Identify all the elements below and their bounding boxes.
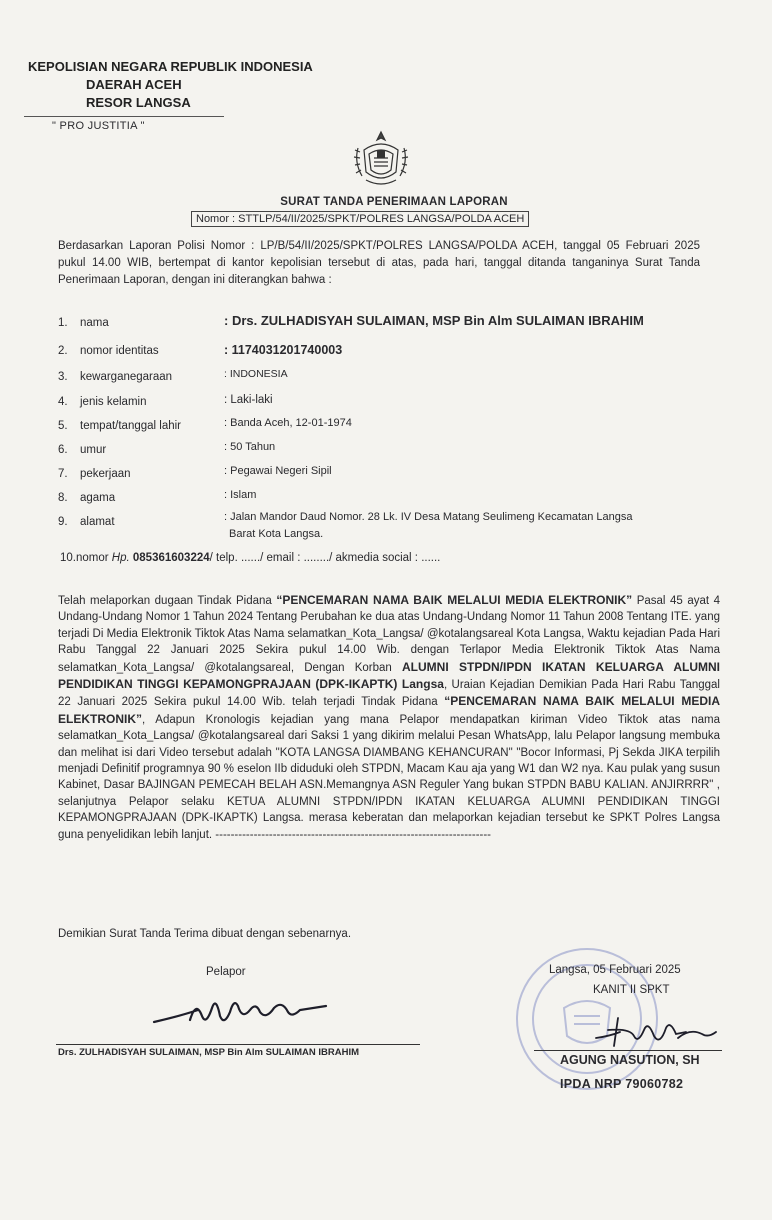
letterhead-line-3: RESOR LANGSA (86, 95, 191, 110)
narrative-part-1: Telah melaporkan dugaan Tindak Pidana (58, 595, 277, 607)
closing-statement: Demikian Surat Tanda Terima dibuat dengan sebenarnya. (58, 928, 352, 940)
letterhead-line-2: DAERAH ACEH (86, 77, 182, 92)
field-number: 3. (58, 371, 68, 383)
field-label: nama (80, 317, 109, 329)
field-label: pekerjaan (80, 468, 131, 480)
field-number: 5. (58, 420, 68, 432)
officer-name: AGUNG NASUTION, SH (560, 1053, 700, 1067)
reporter-name: Drs. ZULHADISYAH SULAIMAN, MSP Bin Alm SULAIMAN IBRAHIM (58, 1047, 360, 1058)
signing-place-date: Langsa, 05 Februari 2025 (549, 964, 681, 976)
offense-name: “PENCEMARAN NAMA BAIK MELALUI MEDIA ELEKTRONIK” (276, 593, 633, 607)
field-label: umur (80, 444, 107, 456)
letterhead (28, 58, 313, 112)
field-value: : Pegawai Negeri Sipil (224, 465, 332, 477)
contact-prefix: 10.nomor (60, 552, 112, 564)
victim-name: ALUMNI STPDN/IPDN IKATAN KELUARGA ALUMNI PENDIDIKAN TINGGI KEPAMONGPRAJAAN (DPK-IKAPTK) Langsa (58, 659, 721, 692)
field-value: : 50 Tahun (224, 441, 276, 453)
officer-position: KANIT II SPKT (593, 984, 670, 996)
field-label: jenis kelamin (80, 396, 147, 408)
contact-line (60, 552, 440, 564)
field-number: 2. (58, 345, 68, 357)
officer-signature-line (534, 1050, 722, 1051)
field-value: : Jalan Mandor Daud Nomor. 28 Lk. IV Desa Matang Seulimeng Kecamatan Langsa (224, 511, 633, 523)
letterhead-line-1: KEPOLISIAN NEGARA REPUBLIK INDONESIA (28, 59, 313, 74)
police-emblem-icon (352, 128, 410, 190)
document-title: SURAT TANDA PENERIMAAN LAPORAN (280, 196, 508, 208)
field-number: 4. (58, 396, 68, 408)
officer-signature-icon (590, 1008, 720, 1053)
field-number: 8. (58, 492, 68, 504)
narrative-part-2: Pasal 45 ayat 4 Undang-Undang Nomor 1 Tahun 2024 Tentang Perubahan ke dua atas Undang-Undang Nomor 11 Tahun 2008 Tentang ITE. yang terjadi Di Media Elektronik Tiktok Atas Nama selamatkan_Kota_Langsa/ @kotalangsareal Kota Langsa, Waktu kejadian Pada Hari Rabu Tanggal 22 Januari 2025 Sekira pukul 14.00 Wib. dengan Terlapor Media Elektronik Tiktok Atas Nama selamatkan_Kota_Langsa/ @kotalangsareal, Dengan Korban (58, 595, 720, 674)
reporter-signature-icon (150, 986, 330, 1036)
field-label: alamat (80, 516, 115, 528)
intro-paragraph: Berdasarkan Laporan Polisi Nomor : LP/B/54/II/2025/SPKT/POLRES LANGSA/POLDA ACEH, tanggal 05 Februari 2025 pukul 14.00 WIB, bertempat di kantor kepolisian tersebut di atas, pada hari, tanggal ditanda tanganinya Surat Tanda Penerimaan Laporan, dengan ini diterangkan bahwa : (58, 240, 700, 286)
field-number: 9. (58, 516, 68, 528)
field-value: : INDONESIA (224, 368, 288, 380)
field-value: : Islam (224, 489, 257, 501)
field-value: : Banda Aceh, 12-01-1974 (224, 417, 352, 429)
contact-rest: / telp. ....../ email : ......../ akmedia social : ...... (209, 552, 441, 564)
hp-number: 085361603224 (129, 552, 210, 564)
field-number: 1. (58, 317, 68, 329)
field-value: : Drs. ZULHADISYAH SULAIMAN, MSP Bin Alm SULAIMAN IBRAHIM (224, 313, 644, 328)
field-label: tempat/tanggal lahir (80, 420, 182, 432)
field-value: : 1174031201740003 (224, 343, 343, 357)
offense-name-repeat: “PENCEMARAN NAMA BAIK MELALUI MEDIA ELEKTRONIK” (58, 694, 720, 726)
letterhead-rule (24, 116, 224, 117)
narrative-part-4: , Adapun Kronologis kejadian yang mana Pelapor mendapatkan kiriman Video Tiktok atas nama selamatkan_Kota_Langsa/ @kotalangsareal dari Saksi 1 yang dikirim melalui Pesan WhatsApp, lalu Pelapor langsung membuka dan melihat isi dari Video tersebut adalah "KOTA LANGSA DIAMBANG KEHANCURAN" "Bocor Informasi, Pj Sekda JIKA terpilih menjadi Definitif programnya 90 % eselon IIb diduduki oleh STPDN, Macam Kau aja yang W1 dan W2 nya. Kau pulak yang susun Kabinet, Dasar BAJINGAN PEMECAH BELAH ASN.Memangnya ASN Reguler Yang bukan STPDN BABU KALIAN. ANJIRRRR" , selanjutnya Pelapor selaku KETUA ALUMNI STPDN/IPDN IKATAN KELUARGA ALUMNI PENDIDIKAN TINGGI KEPAMONGPRAJAAN (DPK-IKAPTK) Langsa. merasa keberatan dan melaporkan kejadian tersebut ke SPKT Polres Langsa guna penyelidikan lebih lanjut. ------------------------------------------------------------------------ (58, 713, 720, 841)
officer-rank-nrp: IPDA NRP 79060782 (560, 1077, 684, 1091)
document-number: Nomor : STTLP/54/II/2025/SPKT/POLRES LANGSA/POLDA ACEH (191, 211, 529, 227)
field-label: kewarganegaraan (80, 371, 173, 383)
field-label: agama (80, 492, 116, 504)
field-number: 7. (58, 468, 68, 480)
field-number: 6. (58, 444, 68, 456)
hp-label: Hp. (111, 552, 130, 564)
reporter-label: Pelapor (206, 966, 246, 978)
field-value-continued: Barat Kota Langsa. (229, 528, 324, 540)
pro-justitia: " PRO JUSTITIA " (52, 120, 145, 132)
reporter-signature-line (56, 1044, 420, 1045)
field-value: : Laki-laki (224, 394, 273, 406)
field-label: nomor identitas (80, 345, 159, 357)
narrative-part-3: , Uraian Kejadian Demikian Pada Hari Rabu Tanggal 22 Januari 2025 Sekira pukul 14.00 Wib. telah terjadi Tindak Pidana (58, 679, 720, 709)
report-narrative (58, 592, 720, 843)
